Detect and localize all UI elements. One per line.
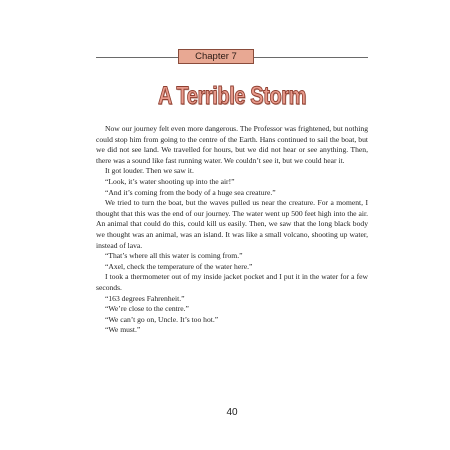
chapter-label: Chapter 7 (178, 49, 254, 64)
paragraph: I took a thermometer out of my inside jacket pocket and I put it in the water for a few seconds. (96, 272, 368, 292)
paragraph: “We’re close to the centre.” (105, 304, 189, 314)
paragraph: “163 degrees Fahrenheit.” (105, 293, 185, 303)
paragraph: “Look, it’s water shooting up into the air!” (105, 176, 235, 186)
paragraph: It got louder. Then we saw it. (105, 166, 194, 176)
paragraph: “Axel, check the temperature of the water here.” (105, 261, 253, 271)
paragraph: “We can’t go on, Uncle. It’s too hot.” (105, 314, 219, 324)
paragraph: “And it’s coming from the body of a huge sea creature.” (105, 187, 276, 197)
page-number: 40 (226, 407, 238, 418)
paragraph: “That’s where all this water is coming from.” (105, 251, 243, 261)
paragraph: “We must.” (105, 325, 141, 335)
paragraph: Now our journey felt even more dangerous. The Professor was frightened, but nothing could stop him from going to the centre of the Earth. Hans continued to sail the boat, but we did not see land. We travelled for hours, but we did not hear or see anything. Then, there was a sound like fast running water. We couldn’t see it, but we could hear it. (96, 124, 368, 165)
chapter-title: A Terrible Storm (157, 82, 307, 110)
chapter-body (96, 124, 368, 336)
paragraph: We tried to turn the boat, but the waves pulled us near the creature. For a moment, I thought that this was the end of our journey. The water went up 500 feet high into the air. An animal that could do this, could kill us easily. Then, we saw that the long black body we thought was an animal, was an island. It was like a small volcano, shooting up water, instead of lava. (96, 198, 368, 250)
